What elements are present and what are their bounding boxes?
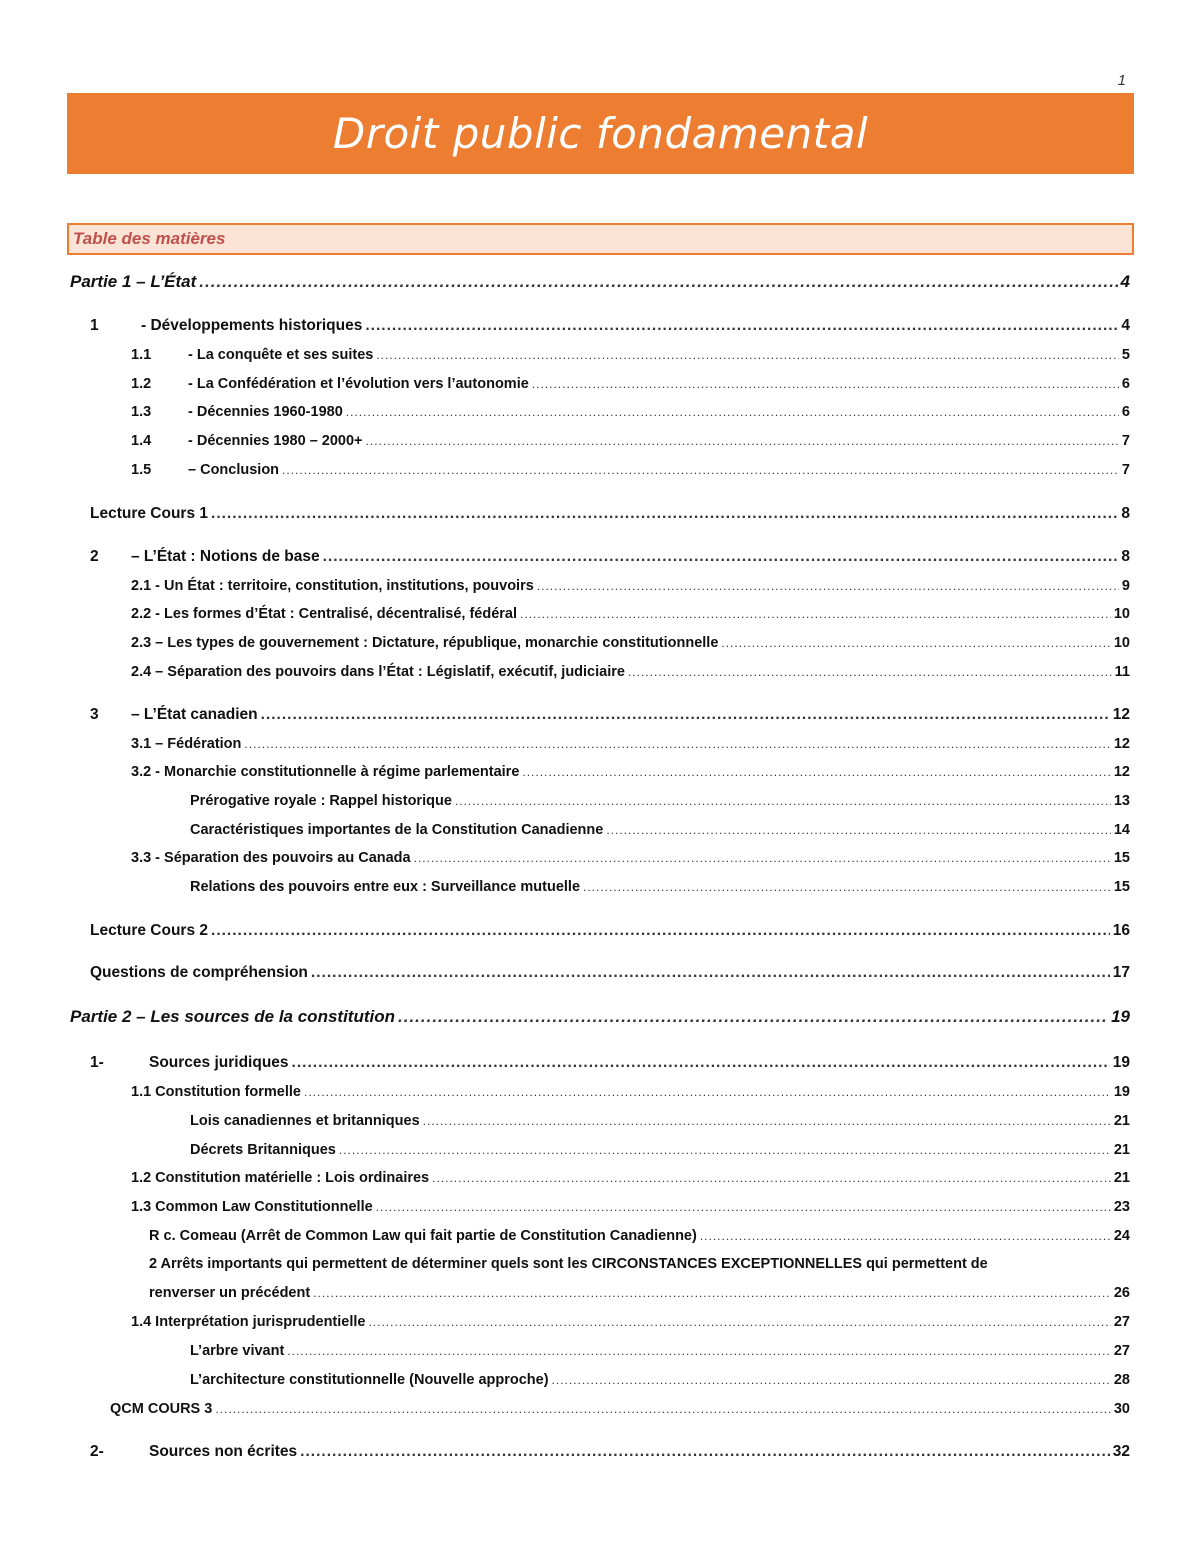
toc-entry-label: 2.2 - Les formes d’État : Centralisé, décentralisé, fédéral [131, 606, 518, 622]
toc-entry-page: 10 [1113, 606, 1130, 622]
toc-entry-relations-pouvoirs[interactable] [190, 879, 1130, 905]
toc-entry-label: 1.1 Constitution formelle [131, 1084, 301, 1100]
toc-entry-label: L’architecture constitutionnelle (Nouvelle approche) [190, 1372, 549, 1388]
toc-entry-qcm-cours-3[interactable] [110, 1401, 1130, 1427]
toc-entry-page: 32 [1112, 1443, 1130, 1460]
toc-entry-decrets-britanniques[interactable] [190, 1142, 1130, 1168]
toc-entry-label: 3.1 – Fédération [131, 736, 242, 752]
toc-entry-label: Sources juridiques [149, 1054, 289, 1071]
toc-entry-2-3[interactable] [131, 635, 1130, 661]
toc-entry-number: 1 [90, 317, 99, 334]
toc-entry-number: 1.1 [131, 347, 152, 363]
toc-entry-label: 2.1 - Un État : territoire, constitution, institutions, pouvoirs [131, 578, 534, 594]
toc-entry-label: Décrets Britanniques [190, 1142, 336, 1158]
toc-entry-page: 21 [1113, 1170, 1130, 1186]
toc-entry-section-2[interactable] [90, 548, 1130, 574]
toc-entry-lecture-cours-1[interactable] [90, 505, 1130, 531]
toc-entry-3-1[interactable] [131, 736, 1130, 762]
toc-entry-1-4-interpretation[interactable] [131, 1314, 1130, 1340]
toc-entry-r-c-comeau[interactable] [149, 1228, 1130, 1254]
toc-entry-lecture-cours-2[interactable] [90, 922, 1130, 948]
toc-entry-label: L’arbre vivant [190, 1343, 285, 1359]
toc-entry-1-2[interactable] [131, 376, 1130, 402]
title-banner [67, 93, 1134, 174]
toc-entry-label: 2 Arrêts importants qui permettent de déterminer quels sont les CIRCONSTANCES EXCEPTIONNELLES qui permettent de [149, 1256, 988, 1272]
toc-entry-label: QCM COURS 3 [110, 1401, 213, 1417]
toc-entry-page: 12 [1113, 764, 1130, 780]
toc-entry-page: 24 [1113, 1228, 1130, 1244]
toc-entry-sources-non-ecrites[interactable] [90, 1443, 1130, 1469]
toc-entry-number: 1.4 [131, 433, 152, 449]
toc-entry-page: 19 [1112, 1054, 1130, 1071]
toc-entry-page: 21 [1113, 1142, 1130, 1158]
toc-entry-label: 3.3 - Séparation des pouvoirs au Canada [131, 850, 411, 866]
toc-entry-label: renverser un précédent [149, 1285, 311, 1301]
toc-entry-page: 30 [1113, 1401, 1130, 1417]
toc-entry-label: Lecture Cours 2 [90, 922, 209, 939]
toc-entry-label: Partie 2 – Les sources de la constitution [70, 1007, 395, 1026]
toc-entry-label: 3.2 - Monarchie constitutionnelle à régime parlementaire [131, 764, 520, 780]
toc-entry-partie-2[interactable] [70, 1007, 1130, 1033]
toc-header-label: Table des matières [73, 229, 226, 248]
toc-entry-label: - Développements historiques [141, 317, 363, 334]
toc-entry-page: 4 [1120, 272, 1130, 291]
toc-entry-page: 21 [1113, 1113, 1130, 1129]
toc-entry-page: 27 [1113, 1343, 1130, 1359]
toc-entry-1-3[interactable] [131, 404, 1130, 430]
toc-entry-label: - Décennies 1980 – 2000+ [188, 433, 363, 449]
toc-entry-label: - Décennies 1960-1980 [188, 404, 343, 420]
toc-entry-label: 1.2 Constitution matérielle : Lois ordinaires [131, 1170, 430, 1186]
toc-entry-label: 2.4 – Séparation des pouvoirs dans l’État : Législatif, exécutif, judiciaire [131, 664, 625, 680]
toc-entry-page: 16 [1112, 922, 1130, 939]
toc-entry-page: 15 [1113, 879, 1130, 895]
toc-entry-page: 7 [1121, 433, 1130, 449]
toc-entry-2-1[interactable] [131, 578, 1130, 604]
toc-entry-arbre-vivant[interactable] [190, 1343, 1130, 1369]
toc-entry-label: - La conquête et ses suites [188, 347, 374, 363]
page-number: 1 [1117, 72, 1126, 89]
toc-entry-page: 19 [1113, 1084, 1130, 1100]
toc-entry-3-3[interactable] [131, 850, 1130, 876]
toc-entry-label: 1.4 Interprétation jurisprudentielle [131, 1314, 366, 1330]
toc-entry-arrets-importants[interactable] [149, 1285, 1130, 1311]
toc-entry-page: 13 [1113, 793, 1130, 809]
toc-entry-number: 1- [90, 1054, 104, 1071]
toc-entry-page: 17 [1112, 964, 1130, 981]
toc-entry-1-2-constitution-materielle[interactable] [131, 1170, 1130, 1196]
toc-entry-1-5[interactable] [131, 462, 1130, 488]
toc-entry-1-3-common-law[interactable] [131, 1199, 1130, 1225]
toc-entry-page: 15 [1113, 850, 1130, 866]
toc-entry-label: – L’État canadien [131, 706, 258, 723]
toc-entry-label: Sources non écrites [149, 1443, 298, 1460]
toc-entry-page: 23 [1113, 1199, 1130, 1215]
toc-entry-number: 1.2 [131, 376, 152, 392]
toc-entry-prerogative-royale[interactable] [190, 793, 1130, 819]
toc-entry-label: Prérogative royale : Rappel historique [190, 793, 452, 809]
toc-entry-page: 4 [1121, 317, 1130, 334]
toc-entry-label: Lois canadiennes et britanniques [190, 1113, 420, 1129]
toc-entry-2-4[interactable] [131, 664, 1130, 690]
toc-entry-label: Lecture Cours 1 [90, 505, 209, 522]
toc-entry-page: 8 [1121, 548, 1130, 565]
toc-entry-caracteristiques[interactable] [190, 822, 1130, 848]
toc-entry-label: Partie 1 – L’État [70, 272, 197, 291]
toc-entry-number: 2- [90, 1443, 104, 1460]
toc-entry-number: 3 [90, 706, 99, 723]
toc-entry-number: 1.5 [131, 462, 152, 478]
toc-entry-number: 2 [90, 548, 99, 565]
toc-entry-page: 10 [1113, 635, 1130, 651]
toc-entry-page: 9 [1121, 578, 1130, 594]
toc-entry-page: 6 [1121, 404, 1130, 420]
toc-entry-section-3[interactable] [90, 706, 1130, 732]
toc-entry-1-1-constitution-formelle[interactable] [131, 1084, 1130, 1110]
toc-entry-page: 5 [1121, 347, 1130, 363]
toc-entry-page: 12 [1113, 736, 1130, 752]
toc-entry-page: 14 [1113, 822, 1130, 838]
toc-entry-arrets-importants-line1[interactable] [149, 1256, 1130, 1272]
document-title: Droit public fondamental [332, 109, 869, 158]
toc-entry-label: – Conclusion [188, 462, 280, 478]
toc-entry-architecture-constitutionnelle[interactable] [190, 1372, 1130, 1398]
toc-entry-partie-1[interactable] [70, 272, 1130, 298]
toc-entry-label: - La Confédération et l’évolution vers l’autonomie [188, 376, 529, 392]
toc-entry-3-2[interactable] [131, 764, 1130, 790]
toc-entry-lois-canadiennes[interactable] [190, 1113, 1130, 1139]
toc-entry-page: 27 [1113, 1314, 1130, 1330]
toc-entry-label: Caractéristiques importantes de la Constitution Canadienne [190, 822, 604, 838]
toc-entry-page: 11 [1114, 664, 1130, 680]
toc-entry-page: 6 [1121, 376, 1130, 392]
toc-entry-1-4[interactable] [131, 433, 1130, 459]
toc-entry-label: 2.3 – Les types de gouvernement : Dictature, république, monarchie constitutionnelle [131, 635, 719, 651]
toc-entry-1-1[interactable] [131, 347, 1130, 373]
toc-entry-questions[interactable] [90, 964, 1130, 990]
toc-header [67, 223, 1134, 255]
toc-entry-number: 1.3 [131, 404, 152, 420]
toc-entry-label: 1.3 Common Law Constitutionnelle [131, 1199, 373, 1215]
toc-entry-section-1[interactable] [90, 317, 1130, 343]
toc-entry-sources-juridiques[interactable] [90, 1054, 1130, 1080]
toc-entry-label: Questions de compréhension [90, 964, 308, 981]
toc-entry-page: 7 [1121, 462, 1130, 478]
toc-entry-page: 12 [1112, 706, 1130, 723]
toc-entry-label: – L’État : Notions de base [131, 548, 320, 565]
toc-entry-page: 28 [1113, 1372, 1130, 1388]
toc-entry-page: 26 [1113, 1285, 1130, 1301]
toc-entry-page: 8 [1121, 505, 1130, 522]
toc-entry-2-2[interactable] [131, 606, 1130, 632]
toc-entry-label: R c. Comeau (Arrêt de Common Law qui fait partie de Constitution Canadienne) [149, 1228, 697, 1244]
toc-entry-label: Relations des pouvoirs entre eux : Surveillance mutuelle [190, 879, 581, 895]
toc-entry-page: 19 [1111, 1007, 1130, 1026]
